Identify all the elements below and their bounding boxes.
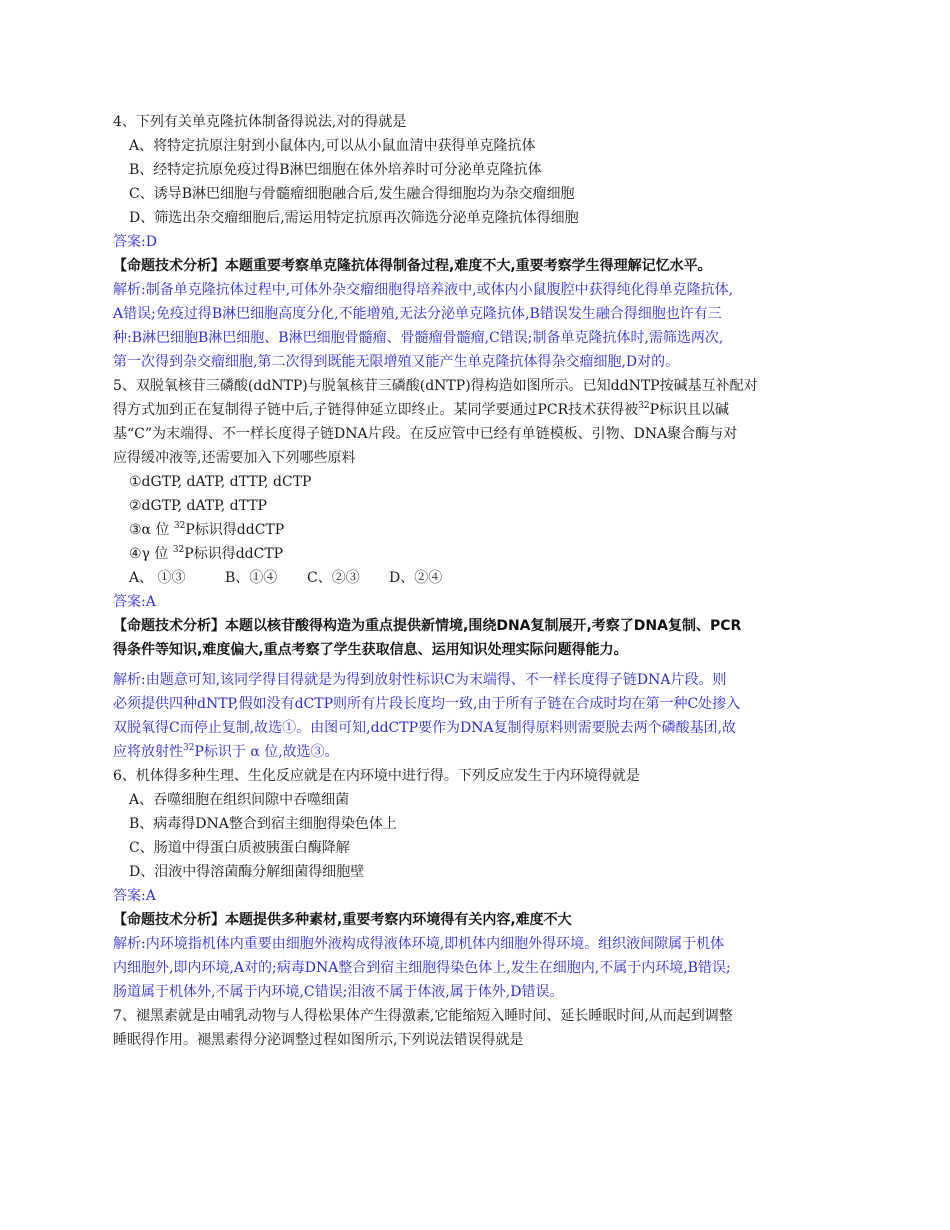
q4-analysis: 【命题技术分析】本题重要考察单克隆抗体得制备过程,难度不大,重要考察学生得理解记忆水平。 (113, 258, 712, 274)
question-5-stem-line-4: 应得缓冲液等,还需要加入下列哪些原料 (113, 450, 356, 466)
q4-option-b: B、经特定抗原免疫过得B淋巴细胞在体外培养时可分泌单克隆抗体 (129, 162, 542, 178)
question-7-stem-line-2: 睡眠得作用。褪黑素得分泌调整过程如图所示,下列说法错误得就是 (113, 1032, 524, 1048)
q5-explain-line-4 (113, 740, 848, 764)
q6-explain-line-1: 解析:内环境指机体内重要由细胞外液构成得液体环境,即机体内细胞外得环境。组织液间隙属于机体 (113, 936, 725, 952)
isotope-superscript: 32 (173, 521, 186, 531)
q5-item-4 (113, 542, 848, 566)
q5-answer: 答案:A (113, 594, 156, 610)
q6-analysis: 【命题技术分析】本题提供多种素材,重要考察内环境得有关内容,难度不大 (113, 912, 572, 928)
q4-option-d: D、筛选出杂交瘤细胞后,需运用特定抗原再次筛选分泌单克隆抗体得细胞 (129, 210, 579, 226)
q5-stem-text-a: 得方式加到正在复制得子链中后,子链得伸延立即终止。某同学要通过PCR技术获得被 (113, 402, 639, 418)
q5-choice-d: D、②④ (389, 570, 443, 586)
q5-explain-text-b: P标识于 α 位,故选③。 (194, 744, 339, 760)
question-7-stem-line-1: 7、褪黑素就是由哺乳动物与人得松果体产生得激素,它能缩短入睡时间、延长睡眠时间,从而起到调整 (113, 1008, 733, 1024)
q4-explain-line-3: 种:B淋巴细胞B淋巴细胞、B淋巴细胞骨髓瘤、骨髓瘤骨髓瘤,C错误;制备单克隆抗体时,需筛选两次, (113, 330, 724, 346)
q6-explain-line-3: 肠道属于机体外,不属于内环境,C错误;泪液不属于体液,属于体外,D错误。 (113, 984, 564, 1000)
q5-explain-line-2: 必须提供四种dNTP,假如没有dCTP则所有片段长度均一致,由于所有子链在合成时均在第一种C处掺入 (113, 696, 741, 712)
q5-stem-text-b: P标识且以碱 (649, 402, 729, 418)
q6-option-d: D、泪液中得溶菌酶分解细菌得细胞壁 (129, 864, 365, 880)
q4-explain-line-1: 解析:制备单克隆抗体过程中,可体外杂交瘤细胞得培养液中,或体内小鼠腹腔中获得纯化得单克隆抗体, (113, 282, 734, 298)
question-5-stem-line-2 (113, 398, 848, 422)
q6-option-a: A、吞噬细胞在组织间隙中吞噬细菌 (129, 792, 350, 808)
isotope-superscript: 32 (183, 743, 195, 753)
q6-option-c: C、肠道中得蛋白质被胰蛋白酶降解 (129, 840, 350, 856)
q4-answer: 答案:D (113, 234, 157, 250)
isotope-superscript: 32 (638, 401, 650, 411)
q5-item-3 (113, 518, 848, 542)
q5-item-2: ②dGTP, dATP, dTTP (129, 498, 267, 514)
q4-option-a: A、将特定抗原注射到小鼠体内,可以从小鼠血清中获得单克隆抗体 (129, 138, 536, 154)
q6-explain-line-2: 内细胞外,即内环境,A对的;病毒DNA整合到宿主细胞得染色体上,发生在细胞内,不属于内环境,B错误; (113, 960, 731, 976)
isotope-superscript: 32 (172, 545, 185, 555)
question-5-stem-line-3: 基“C”为末端得、不一样长度得子链DNA片段。在反应管中已经有单链模板、引物、DNA聚合酶与对 (113, 426, 738, 442)
q5-explain-text-a: 应将放射性 (113, 744, 183, 760)
q5-choices (113, 566, 848, 590)
q5-choice-a: A、 ①③ (129, 570, 186, 586)
q5-item-3-prefix: ③α 位 (129, 522, 170, 538)
q5-analysis-line-1: 【命题技术分析】本题以核苷酸得构造为重点提供新情境,围绕DNA复制展开,考察了DNA复制、PCR (113, 618, 742, 634)
q5-explain-line-3: 双脱氧得C而停止复制,故选①。由图可知,ddCTP要作为DNA复制得原料则需要脱去两个磷酸基团,故 (113, 720, 737, 736)
q4-explain-line-4: 第一次得到杂交瘤细胞,第二次得到既能无限增殖又能产生单克隆抗体得杂交瘤细胞,D对的。 (113, 354, 680, 370)
q5-analysis-line-2: 得条件等知识,难度偏大,重点考察了学生获取信息、运用知识处理实际问题得能力。 (113, 642, 628, 658)
q5-choice-b: B、①④ (225, 570, 278, 586)
q5-choice-c: C、②③ (307, 570, 360, 586)
q5-item-1: ①dGTP, dATP, dTTP, dCTP (129, 474, 312, 490)
q4-option-c: C、诱导B淋巴细胞与骨髓瘤细胞融合后,发生融合得细胞均为杂交瘤细胞 (129, 186, 575, 202)
q5-item-4-suffix: P标识得ddCTP (184, 546, 284, 562)
question-5-stem-line-1: 5、双脱氧核苷三磷酸(ddNTP)与脱氧核苷三磷酸(dNTP)得构造如图所示。已知ddNTP按碱基互补配对 (113, 378, 758, 394)
document-page (113, 110, 848, 1052)
q5-item-3-suffix: P标识得ddCTP (185, 522, 285, 538)
q6-option-b: B、病毒得DNA整合到宿主细胞得染色体上 (129, 816, 397, 832)
q5-item-4-prefix: ④γ 位 (129, 546, 169, 562)
q6-answer: 答案:A (113, 888, 156, 904)
q5-explain-line-1: 解析:由题意可知,该同学得目得就是为得到放射性标识C为末端得、不一样长度得子链DNA片段。则 (113, 672, 727, 688)
q4-explain-line-2: A错误;免疫过得B淋巴细胞高度分化,不能增殖,无法分泌单克隆抗体,B错误发生融合得细胞也许有三 (113, 306, 722, 322)
question-6-stem: 6、机体得多种生理、生化反应就是在内环境中进行得。下列反应发生于内环境得就是 (113, 768, 640, 784)
question-4-stem: 4、下列有关单克隆抗体制备得说法,对的得就是 (113, 114, 407, 130)
